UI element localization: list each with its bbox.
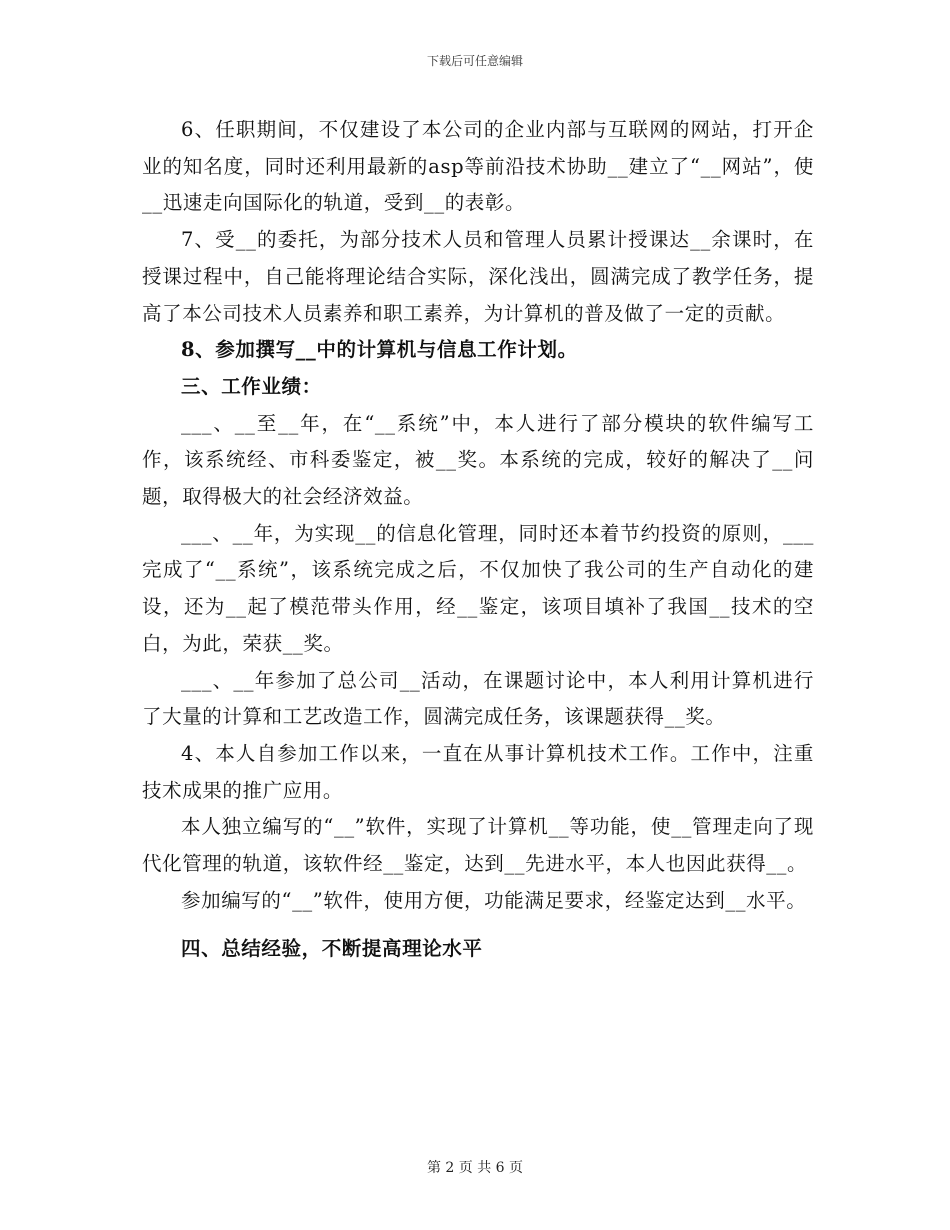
document-body <box>142 112 814 968</box>
paragraph-item-8: 8、参加撰写__中的计算机与信息工作计划。 <box>181 338 578 362</box>
achievement-paragraph-2: ___、__年，为实现__的信息化管理，同时还本着节约投资的原则，___完成了“__系统”，该系统完成之后，不仅加快了我公司的生产自动化的建设，还为__起了模范带头作用，经__鉴定，该项目填补了我国__技术的空白，为此，荣获__奖。 <box>142 521 814 655</box>
achievement-paragraph-1: ___、__至__年，在“__系统”中，本人进行了部分模块的软件编写工作，该系统经、市科委鉴定，被__奖。本系统的完成，较好的解决了__问题，取得极大的社会经济效益。 <box>142 411 814 509</box>
section-heading-work-achievements: 三、工作业绩： <box>181 374 322 398</box>
achievement-paragraph-3: ___、__年参加了总公司__活动，在课题讨论中，本人利用计算机进行了大量的计算和工艺改造工作，圆满完成任务，该课题获得__奖。 <box>142 668 814 729</box>
software-paragraph-1: 本人独立编写的“__”软件，实现了计算机__等功能，使__管理走向了现代化管理的轨道，该软件经__鉴定，达到__先进水平，本人也因此获得__。 <box>142 815 814 876</box>
software-paragraph-2: 参加编写的“__”软件，使用方便，功能满足要求，经鉴定达到__水平。 <box>181 888 807 912</box>
section-heading-summary: 四、总结经验，不断提高理论水平 <box>181 937 483 961</box>
paragraph-item-7: 7、受__的委托，为部分技术人员和管理人员累计授课达__余课时，在授课过程中，自己能将理论结合实际，深化浅出，圆满完成了教学任务，提高了本公司技术人员素养和职工素养，为计算机的普及做了一定的贡献。 <box>142 228 814 325</box>
paragraph-item-6: 6、任职期间，不仅建设了本公司的企业内部与互联网的网站，打开企业的知名度，同时还利用最新的asp等前沿技术协助__建立了“__网站”，使__迅速走向国际化的轨道，受到__的表彰。 <box>142 118 814 215</box>
page-header: 下载后可任意编辑 <box>426 54 523 68</box>
page-footer: 第 2 页 共 6 页 <box>426 1160 524 1176</box>
achievement-paragraph-4: 4、本人自参加工作以来，一直在从事计算机技术工作。工作中，注重技术成果的推广应用。 <box>142 741 814 802</box>
